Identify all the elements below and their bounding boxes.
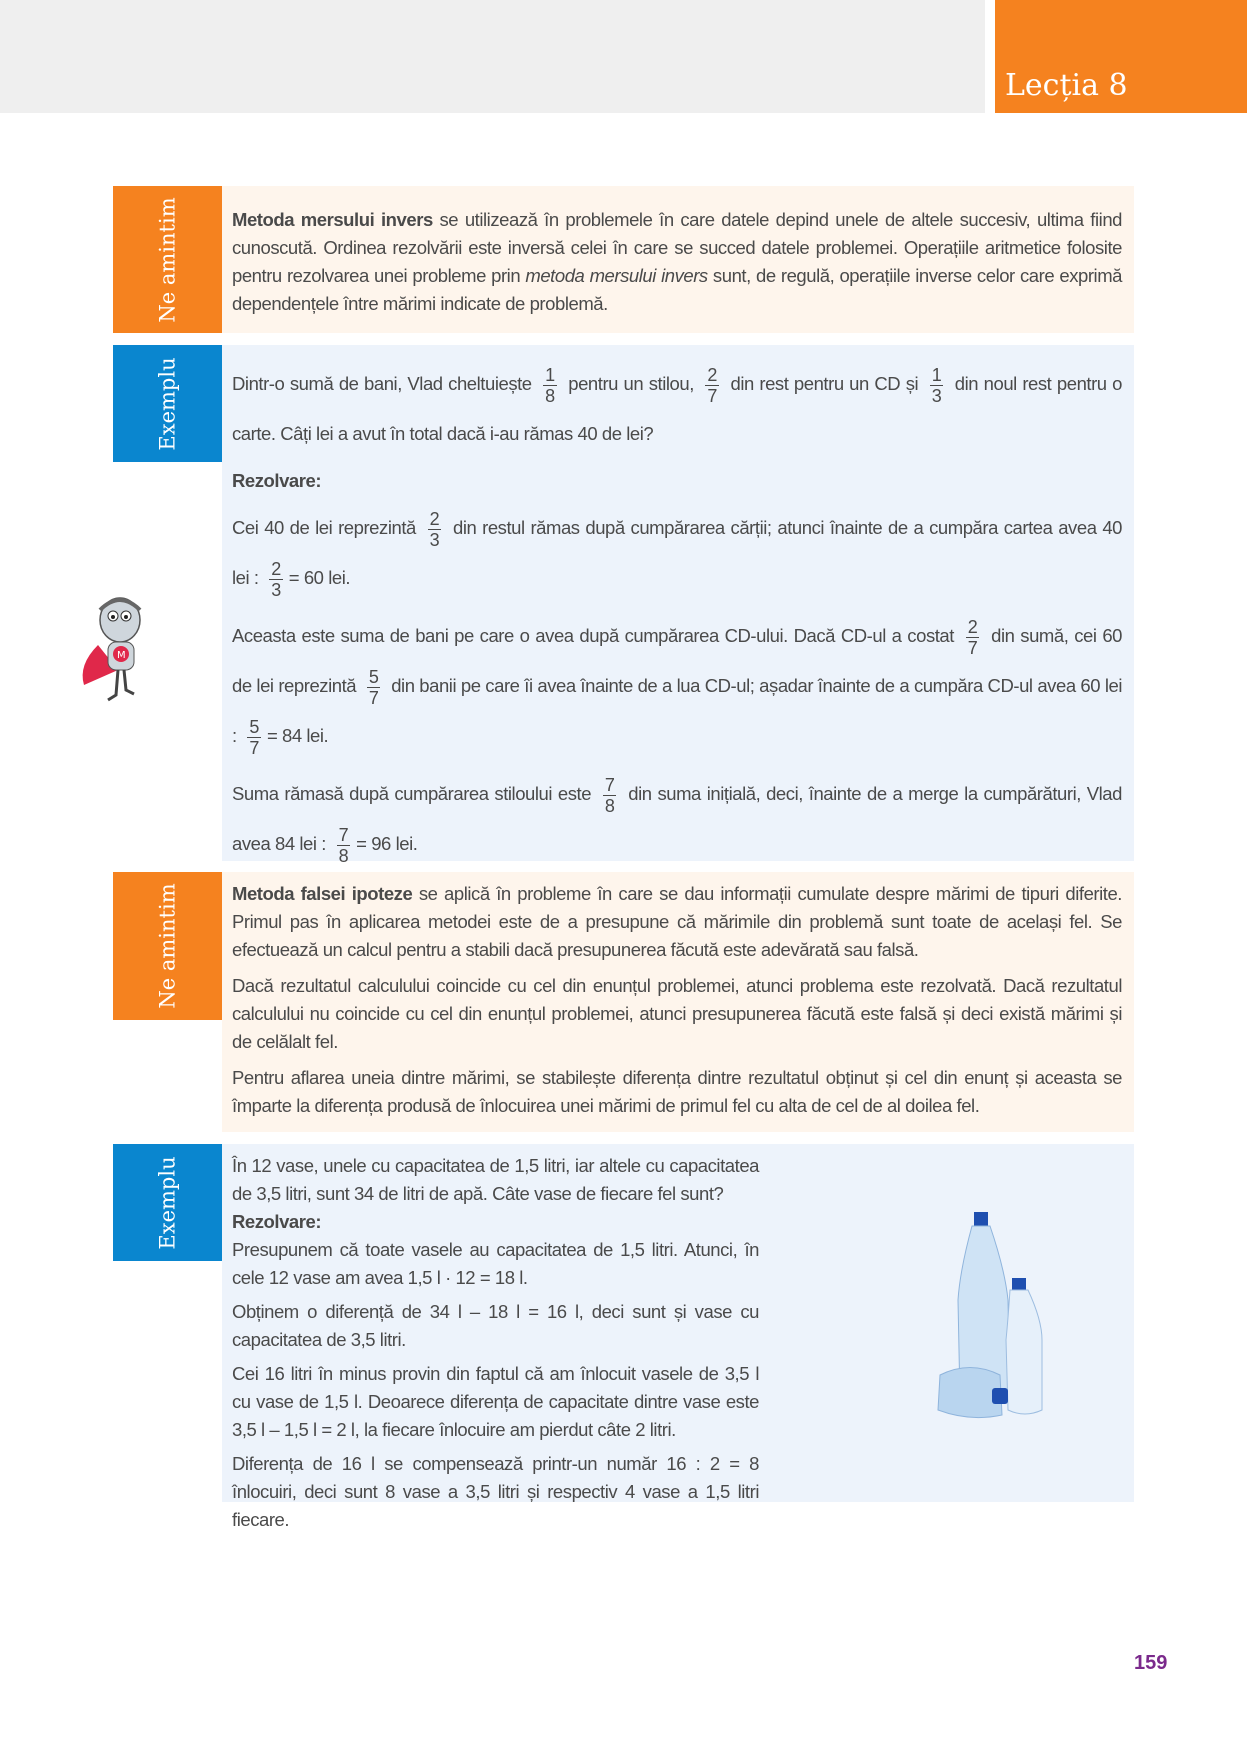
- text: Diferența de 16 l se compensează printr-un număr 16 : 2 = 8 înlocuiri, deci sunt 8 vase a 3,5 litri și respectiv 4 vase a 1,5 litri fiecare.: [232, 1453, 759, 1530]
- fraction: [705, 365, 719, 406]
- remind-box-falsei-ipoteze: [222, 872, 1134, 1132]
- italic-term: metoda mersului invers: [525, 265, 708, 286]
- text: din rest pentru un CD și: [724, 373, 924, 394]
- denominator: 8: [545, 385, 555, 406]
- tab-label: Ne amintim: [155, 883, 180, 1009]
- numerator: 1: [545, 364, 555, 385]
- numerator: 2: [271, 558, 281, 579]
- paragraph: [232, 359, 1122, 459]
- bold-term: Metoda mersului invers: [232, 209, 433, 230]
- paragraph: [232, 1208, 759, 1236]
- text: pentru un stilou,: [562, 373, 700, 394]
- numerator: 5: [368, 666, 379, 687]
- paragraph: [232, 1152, 759, 1208]
- numerator: 7: [338, 824, 349, 845]
- paragraph: [232, 467, 1122, 495]
- paragraph: [232, 1360, 759, 1444]
- paragraph: [232, 1450, 759, 1534]
- denominator: 7: [249, 737, 259, 758]
- paragraph: [232, 1064, 1122, 1120]
- denominator: 3: [931, 385, 942, 406]
- denominator: 7: [967, 637, 978, 658]
- fraction: [269, 559, 283, 600]
- bold-term: Rezolvare:: [232, 470, 322, 491]
- remind-tab-1: [113, 186, 222, 333]
- fraction: [247, 717, 261, 758]
- text: se utilizează în problemele în care datele depind unele de altele succesiv, ultima fiind cunoscută. Ordinea rezolvării este inversă celei în care se succed datele problemei. Operațiile aritmetice folosite pentru rezolvarea unei probleme prin: [232, 209, 1122, 286]
- text: Cei 16 litri în minus provin din faptul că am înlocuit vasele de 3,5 l cu vase de 1,5 l. Deoarece diferența de capacitate dintre vase este 3,5 l – 1,5 l = 2 l, la fiecare înlocuire am pierdut câte 2 litri.: [232, 1363, 759, 1440]
- text: Cei 40 de lei reprezintă: [232, 517, 422, 538]
- tab-label: Exemplu: [155, 356, 180, 451]
- paragraph: [232, 1298, 759, 1354]
- denominator: 3: [271, 579, 281, 600]
- paragraph: [232, 880, 1122, 964]
- text: din sumă, cei 60 de lei reprezintă: [232, 625, 1123, 696]
- fraction: [966, 617, 980, 658]
- text: Suma rămasă după cumpărarea stiloului este: [232, 783, 597, 804]
- text: sunt, de regulă, operațiile inverse celor care exprimă dependențele între mărimi indicate de problemă.: [232, 265, 1123, 314]
- text: Dintr-o sumă de bani, Vlad cheltuiește: [232, 373, 538, 394]
- lesson-label: Lecția 8: [1005, 68, 1128, 103]
- numerator: 5: [249, 716, 259, 737]
- tab-label: Ne amintim: [155, 196, 180, 323]
- fraction: [367, 667, 381, 708]
- water-bottles-image: [930, 1210, 1070, 1420]
- lesson-title: [995, 0, 1247, 113]
- text: din restul rămas după cumpărarea cărții; atunci înainte de a cumpăra cartea avea 40 lei :: [232, 517, 1123, 588]
- fraction: [603, 775, 617, 816]
- paragraph: [232, 1236, 759, 1292]
- text: din suma inițială, deci, înainte de a merge la cumpărături, Vlad avea 84 lei :: [232, 783, 1122, 854]
- text: Obținem o diferență de 34 l – 18 l = 16 l, deci sunt și vase cu capacitatea de 3,5 litri.: [232, 1301, 759, 1350]
- numerator: 1: [931, 364, 942, 385]
- remind-box-mersul-invers: [222, 186, 1134, 333]
- tab-label: Exemplu: [155, 1155, 180, 1250]
- mascot-illustration: [78, 590, 158, 710]
- text: = 84 lei.: [266, 725, 329, 746]
- text: se aplică în probleme în care se dau informații cumulate despre mărimi de tipuri diferite. Primul pas în aplicarea metodei este de a presupune că mărimile din problemă sunt toate de același fel. Se efectuează un calcul pentru a stabili dacă presupunerea făcută este adevărată sau falsă.: [232, 883, 1122, 960]
- fraction: [428, 509, 442, 550]
- denominator: 3: [429, 529, 440, 550]
- numerator: 2: [707, 364, 717, 385]
- example-tab-2: [113, 1144, 222, 1261]
- text: din banii pe care îi avea înainte de a lua CD-ul; așadar înainte de a cumpăra CD-ul avea 60 lei :: [232, 675, 1123, 746]
- text: În 12 vase, unele cu capacitatea de 1,5 litri, iar altele cu capacitatea de 3,5 litri, sunt 34 de litri de apă. Câte vase de fiecare fel sunt?: [232, 1155, 759, 1204]
- paragraph: [232, 769, 1122, 869]
- numerator: 2: [967, 616, 978, 637]
- fraction: [930, 365, 944, 406]
- remind-tab-2: [113, 872, 222, 1020]
- numerator: 2: [429, 508, 440, 529]
- fraction: [337, 825, 351, 866]
- numerator: 7: [604, 774, 615, 795]
- paragraph: [232, 206, 1122, 318]
- fraction: [543, 365, 557, 406]
- denominator: 7: [368, 687, 379, 708]
- text: = 60 lei.: [288, 567, 351, 588]
- text: din noul rest pentru o carte. Câți lei a avut în total dacă i-au rămas 40 de lei?: [232, 373, 1123, 444]
- denominator: 7: [707, 385, 717, 406]
- svg-text:M: M: [117, 650, 126, 661]
- paragraph: [232, 611, 1122, 761]
- denominator: 8: [604, 795, 615, 816]
- text: = 96 lei.: [356, 833, 418, 854]
- example-box-1: [222, 345, 1134, 866]
- paragraph: [232, 503, 1122, 603]
- denominator: 8: [338, 845, 349, 866]
- header-bar: [0, 0, 985, 113]
- text: Pentru aflarea uneia dintre mărimi, se stabilește diferența dintre rezultatul obținut și cel din enunț și aceasta se împarte la diferența produsă de înlocuirea unei mărimi de primul fel cu alta de cel de al doilea fel.: [232, 1067, 1122, 1116]
- text: Aceasta este suma de bani pe care o avea după cumpărarea CD-ului. Dacă CD-ul a costat: [232, 625, 960, 646]
- bold-term: Rezolvare:: [232, 1211, 322, 1232]
- bold-term: Metoda falsei ipoteze: [232, 883, 413, 904]
- text: Dacă rezultatul calculului coincide cu cel din enunțul problemei, atunci problema este rezolvată. Dacă rezultatul calculului nu coincide cu cel din enunțul problemei, atunci presupunerea făcută este falsă și deci există mărimi și de celălalt fel.: [232, 975, 1122, 1052]
- paragraph: [232, 972, 1122, 1056]
- page-number: 159: [1134, 1652, 1168, 1674]
- example-tab-1: [113, 345, 222, 462]
- text: Presupunem că toate vasele au capacitatea de 1,5 litri. Atunci, în cele 12 vase am avea 1,5 l · 12 = 18 l.: [232, 1239, 759, 1288]
